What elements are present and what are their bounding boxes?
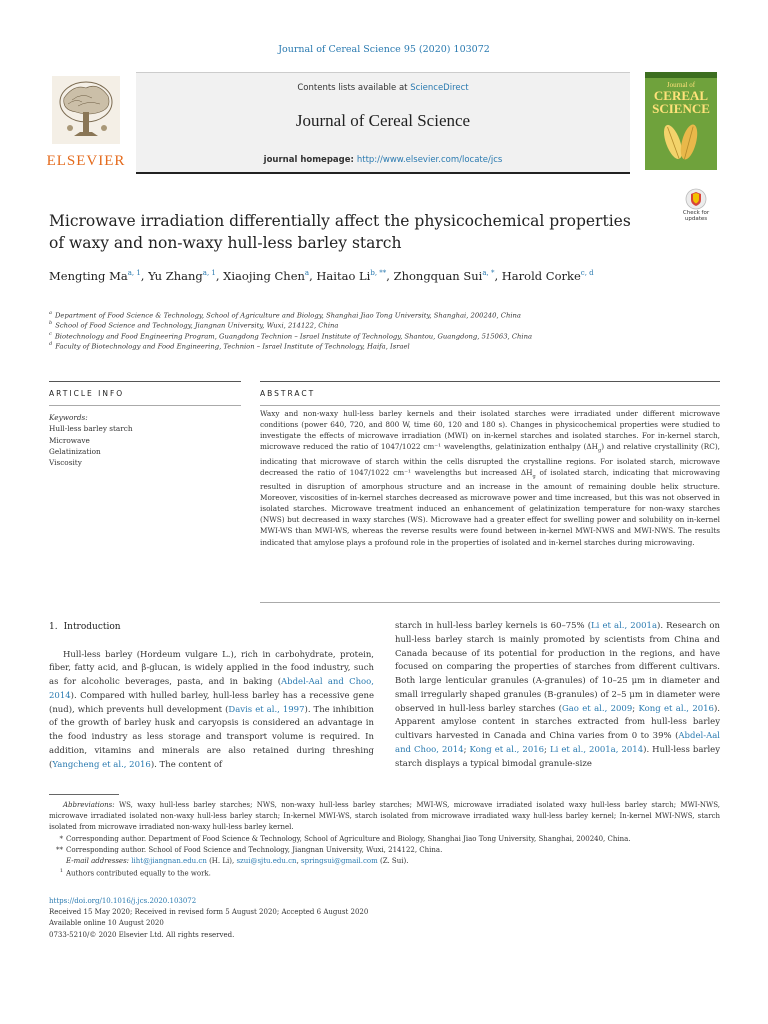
corresponding-author-1 (49, 834, 720, 845)
affiliation-marker: c (49, 330, 52, 337)
affiliation (49, 310, 669, 320)
email-separator: , (296, 856, 302, 865)
citation-link[interactable]: Gao et al., 2009 (561, 703, 633, 714)
article-info-rule (49, 381, 241, 382)
abstract-body-rule (260, 405, 720, 406)
available-online: Available online 10 August 2020 (49, 919, 164, 928)
keywords-rule (49, 405, 241, 406)
affiliation-marker: a (49, 310, 52, 316)
homepage-label: journal homepage: (263, 155, 357, 165)
check-for-updates-label: Check for updates (682, 210, 710, 223)
sciencedirect-link[interactable]: ScienceDirect (410, 83, 469, 93)
author-name[interactable]: Yu Zhang (148, 269, 203, 283)
abstract-text: Waxy and non-waxy hull-less barley kernels and their isolated starches were irradiated under different microwave conditions (power 640, 720, and 800 W, time 60, 120 and 180 s). Changes in physicochemical properties were studied to investigate the effects of microwave irradiation (MWI) on in-kernel starches and isolated starches. For in-kernel starch, microwave reduced the ratio of 1047/1022 cm⁻¹ wavelengths, gelatinization enthalpy $(\Delta H_g)$ and relative crystallinity (RC), indicating that microwave of starch within the cells disrupted the crystalline regions. For isolated starch, microwave decreased the ratio of 1047/1022 cm⁻¹ wavelengths but increased $\Delta H_g$ of isolated starch, indicating that microwaving resulted in disruption of amorphous structure and an increase in the amount of remaining double helix structure. Moreover, viscosities of in-kernel starches decreased as microwave power and time increased, but this was not observed in isolated starches. Microwave treatment induced an enhancement of gelatinization temperature for non-waxy starches (NWS) but decreased in waxy starches (WS). Microwave had a greater effect for swelling power and solubility on in-kernel MWI-WS than MWI-WS, whereas the reverse results were found between in-kernel MWI-NWS and MWI-NWS. The results indicated that amylose plays a profound role in the properties of isolated and in-kernel starches during microwaving. (260, 409, 720, 547)
masthead-box (136, 72, 630, 174)
footnote-symbol: 1 (59, 868, 63, 875)
cover-band (645, 72, 717, 78)
citation-link[interactable]: Kong et al., 2016 (469, 744, 545, 755)
elsevier-tree-icon (52, 76, 120, 144)
journal-masthead (46, 72, 630, 174)
section-number: 1. (49, 622, 58, 632)
contents-prefix: Contents lists available at (297, 83, 411, 93)
abbreviations-text: WS, waxy hull-less barley starches; NWS, non-waxy hull-less barley starches; MWI-WS, microwave irradiated isolated waxy hull-less barley starch; MWI-NWS, microwave irradiated isolated non-waxy hull-less barley starch; In-kernel MWI-WS, starch isolated from microwave irradiated waxy hull-less barley kernel; In-kernel MWI-NWS, starch isolated from microwave irradiated non-waxy hull-less barley kernel. (49, 801, 720, 832)
journal-cover[interactable] (645, 72, 717, 170)
equal-contribution-footnote (49, 867, 720, 880)
keyword: Viscosity (49, 458, 82, 468)
email-owner-1: (H. Li), (206, 856, 237, 865)
received-dates: Received 15 May 2020; Received in revised form 5 August 2020; Accepted 6 August 2020 (49, 908, 369, 917)
publisher-name: ELSEVIER (46, 153, 126, 169)
author-affiliation-marker[interactable]: c, d (580, 269, 594, 278)
citation-link[interactable]: Abdel-Aal and Choo, 2014 (49, 677, 374, 701)
abstract-heading: ABSTRACT (260, 389, 316, 398)
author-name[interactable]: Mengting Ma (49, 269, 128, 283)
homepage-line (136, 155, 630, 165)
keywords-list (49, 423, 219, 468)
publication-info (49, 896, 649, 941)
email-link-1[interactable]: liht@jiangnan.edu.cn (131, 856, 207, 865)
cover-title (645, 82, 717, 115)
elsevier-logo[interactable] (46, 76, 126, 170)
author-affiliation-marker[interactable]: a, 1 (202, 269, 216, 278)
journal-title: Journal of Cereal Science (295, 111, 471, 130)
footnote-symbol: ** (56, 845, 63, 854)
affiliation-list (49, 310, 669, 352)
check-for-updates-button[interactable] (676, 188, 716, 234)
keyword: Hull-less barley starch (49, 424, 133, 434)
citation-link[interactable]: Abdel-Aal and Choo, 2014 (395, 731, 720, 755)
enthalpy-symbol: $\Delta H_g$ (586, 442, 602, 454)
email-link-3[interactable]: springsui@gmail.com (301, 856, 378, 865)
citation-link[interactable]: Kong et al., 2016 (638, 703, 714, 714)
equal-contribution-text: Authors contributed equally to the work. (66, 869, 211, 878)
author-name[interactable]: Zhongquan Sui (393, 269, 483, 283)
email-owner-3: (Z. Sui). (377, 856, 409, 865)
email-footnote (49, 856, 720, 867)
author-affiliation-marker[interactable]: a (304, 269, 310, 278)
enthalpy-subscript: g (532, 473, 536, 480)
affiliation (49, 331, 669, 341)
author-name[interactable]: Harold Corke (501, 269, 581, 283)
author-name[interactable]: Xiaojing Chen (223, 269, 305, 283)
citation-link[interactable]: Li et al., 2001a (591, 621, 658, 631)
affiliation-marker: b (49, 320, 53, 327)
footnote-symbol: * (59, 834, 63, 843)
affiliation-text: Faculty of Biotechnology and Food Engineering, Technion – Israel Institute of Technology, Haifa, Israel (55, 342, 410, 351)
doi-link[interactable]: https://doi.org/10.1016/j.jcs.2020.103072 (49, 897, 197, 905)
body-column-right (395, 620, 720, 771)
corresponding-author-2-text: Corresponding author. School of Food Science and Technology, Jiangnan University, Wuxi, 214122, China. (66, 845, 443, 854)
introduction-heading (49, 620, 374, 635)
abbreviations-label: Abbreviations: (63, 801, 115, 809)
affiliation-text: Biotechnology and Food Engineering Program, Guangdong Technion – Israel Institute of Technology, Shantou, Guangdong, 515063, China (54, 332, 533, 341)
author-list: Mengting Ma$^{a, 1}$, Yu Zhang$^{a, 1}$, Xiaojing Chen$^a$, Haitao $Li^{b, **}$, Zhongquan Sui$^{a, *}$, Harold Corke$^{c, d}$ (49, 269, 594, 283)
keyword: Microwave (49, 435, 90, 445)
cover-title-line3: SCIENCE (652, 101, 710, 116)
affiliation-text: School of Food Science and Technology, Jiangnan University, Wuxi, 214122, China (55, 321, 339, 330)
corresponding-author-1-text: Corresponding author. Department of Food Science & Technology, School of Agriculture and Biology, Shanghai Jiao Tong University, Shanghai, 200240, China. (66, 834, 631, 843)
article-title: Microwave irradiation differentially affect the physicochemical properties of waxy and non-waxy hull-less barley starch (49, 212, 631, 253)
cover-title-line1: Journal of (666, 81, 696, 89)
author-affiliation-marker[interactable]: b, ** (370, 269, 387, 278)
author-name[interactable]: Haitao Li (316, 269, 371, 283)
citation-link[interactable]: Li et al., 2001a, 2014 (549, 744, 644, 755)
footnote-rule (49, 794, 119, 795)
keywords-block (49, 412, 219, 468)
abbreviations-footnote (49, 800, 720, 834)
introduction-paragraph-right: starch in hull-less barley kernels is 60–75% (Li et al., 2001a). Research on hull-less barley starch is mainly promoted by scientists from China and Canada because of its potential for production in the regions, and have focused on comparing the properties of starches from different cultivars. Both large lenticular granules (A-granules) of 10–25 μm in diameter and small irregularly shaped granules (B-granules) of 2–5 μm in diameter were observed in hull-less barley starches (Gao et al., 2009; Kong et al., 2016). Apparent amylose content in starches extracted from hull-less barley cultivars harvested in Canada and China varies from 0 to 39% (Abdel-Aal and Choo, 2014; Kong et al., 2016; Li et al., 2001a, 2014). Hull-less barley starch displays a typical bimodal granule-size (395, 621, 721, 769)
article-info-heading: ARTICLE INFO (49, 389, 125, 398)
copyright: 0733-5210/© 2020 Elsevier Ltd. All rights reserved. (49, 930, 235, 939)
enthalpy-subscript: g (598, 447, 602, 454)
abstract-rule (260, 381, 720, 382)
affiliation (49, 320, 669, 330)
email-link-2[interactable]: szui@sjtu.edu.cn (236, 856, 297, 865)
affiliation-text: Department of Food Science & Technology, School of Agriculture and Biology, Shanghai Jiao Tong University, Shanghai, 200240, China (54, 311, 521, 320)
keywords-label: Keywords: (49, 413, 88, 422)
email-label: E-mail addresses: (66, 856, 130, 865)
corresponding-author-2 (49, 845, 720, 856)
cover-title-line2: CEREAL (653, 88, 709, 103)
wheat-grain-icon (655, 118, 707, 166)
body-column-left (49, 620, 374, 772)
author-affiliation-marker[interactable]: a, 1 (127, 269, 141, 278)
author-affiliation-marker[interactable]: a, * (482, 269, 495, 278)
section-title: Introduction (63, 622, 121, 632)
enthalpy-symbol: $\Delta H_g$ (520, 467, 536, 480)
citation-link[interactable]: Davis et al., 1997 (228, 704, 305, 715)
homepage-link[interactable]: http://www.elsevier.com/locate/jcs (356, 155, 503, 165)
footnotes (49, 800, 720, 880)
contents-line (136, 83, 630, 93)
affiliation-marker: d (49, 341, 53, 348)
journal-reference[interactable]: Journal of Cereal Science 95 (2020) 103072 (278, 44, 490, 55)
check-for-updates-icon (685, 188, 707, 210)
citation-link[interactable]: Yangcheng et al., 2016 (52, 759, 151, 770)
introduction-paragraph-left: Hull-less barley (Hordeum vulgare L.), rich in carbohydrate, protein, fiber, fatty acid, and β-glucan, is widely applied in the food industry, such as for alcoholic beverages, pasta, and in baking (Abdel-Aal and Choo, 2014). Compared with hulled barley, hull-less barley has a recessive gene (nud), which prevents hull development (Davis et al., 1997). The inhibition of the growth of barley husk and caryopsis is considered an advantage in the food industry as less storage and transport volume is required. In addition, vitamins and minerals are also retained during threshing (Yangcheng et al., 2016). The content of (49, 649, 374, 770)
affiliation (49, 341, 669, 351)
keyword: Gelatinization (49, 446, 101, 456)
abstract-end-rule (260, 602, 720, 603)
